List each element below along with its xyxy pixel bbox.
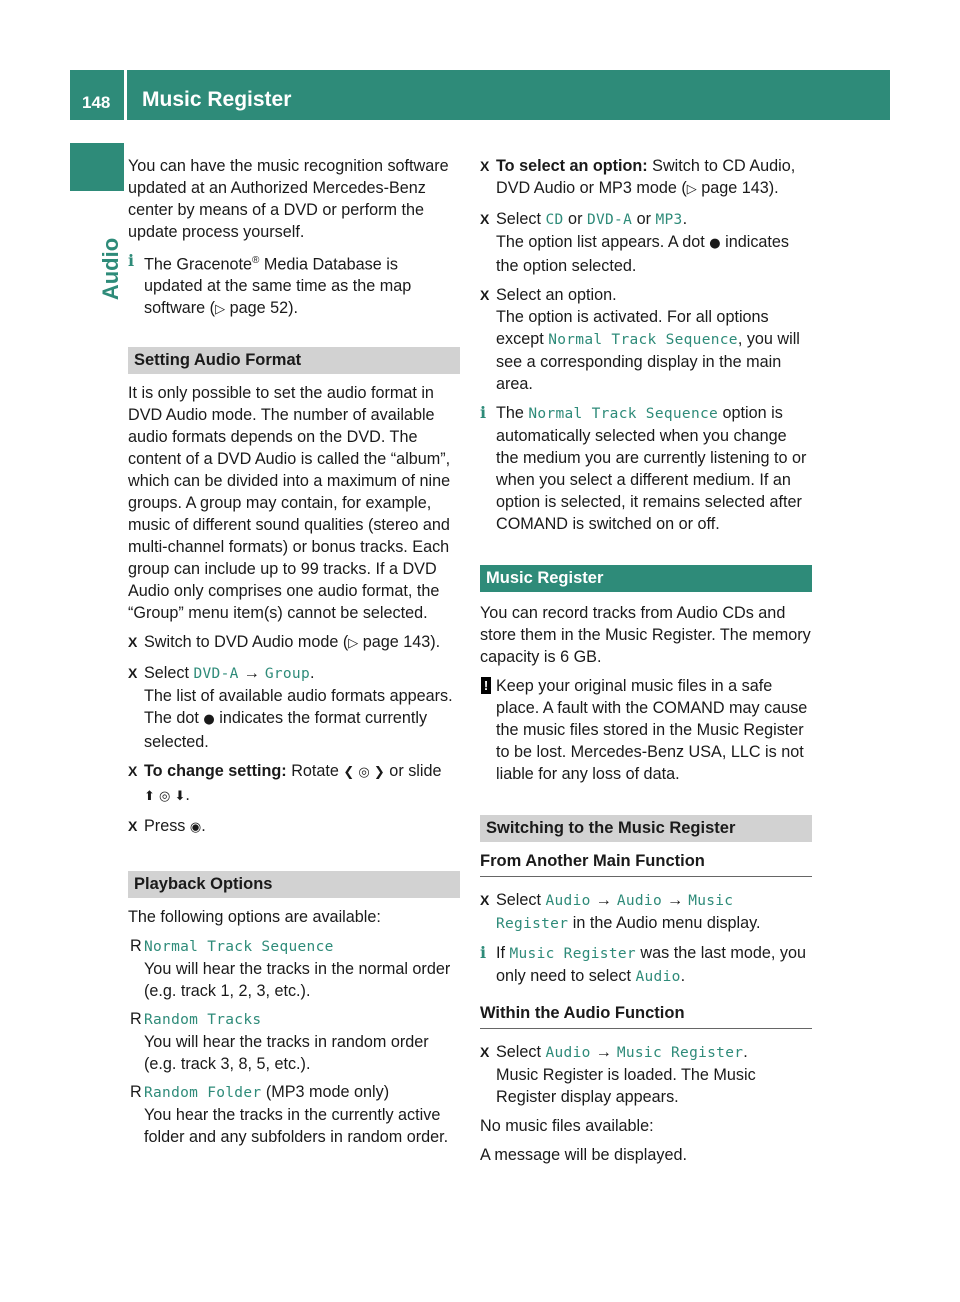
header-divider <box>124 70 127 120</box>
section-heading-setting-audio-format: Setting Audio Format <box>128 347 460 374</box>
step-select-an-option: X Select an option. The option is activated. For all options except Normal Track Sequence, you will see a corresponding display in the main area. <box>480 286 800 393</box>
no-files-text: No music files available: <box>480 1117 654 1135</box>
section-heading-playback-options: Playback Options <box>128 871 460 898</box>
dot-icon: ● <box>709 236 721 251</box>
option-normal-track-sequence: R Normal Track Sequence You will hear the tracks in the normal order (e.g. track 1, 2, 3, etc.). <box>130 937 451 1001</box>
step-select-group: X Select DVD-A → Group. The list of available audio formats appears. The dot ● indicates the format currently selected. <box>128 664 453 752</box>
right-column <box>480 155 812 1173</box>
bullet-icon: R <box>130 1010 142 1029</box>
menu-item-mp3: MP3 <box>655 212 683 228</box>
info-note-last-mode: i If Music Register was the last mode, you only need to select Audio. <box>480 943 806 985</box>
side-tab <box>70 143 124 191</box>
step-select-option-mode: X To select an option: Switch to CD Audio, DVD Audio or MP3 mode (▷ page 143). <box>480 157 796 197</box>
message-text: A message will be displayed. <box>480 1146 687 1164</box>
step-select-source: X Select CD or DVD-A or MP3. The option list appears. A dot ● indicates the option selected. <box>480 210 790 275</box>
warning-note: ! Keep your original music files in a safe place. A fault with the COMAND may cause the music files stored in the Music Register to be lost. Mercedes-Benz USA, LLC is not liable for any loss of data. <box>480 675 812 785</box>
bullet-icon: R <box>130 1083 142 1102</box>
dot-icon: ● <box>203 712 215 728</box>
arrow-icon: → <box>595 1043 612 1061</box>
step-select-audio-music-register: X Select Audio → Music Register. Music Register is loaded. The Music Register display appears. <box>480 1043 756 1106</box>
step-arrow-icon: X <box>480 158 490 174</box>
step-switch-dvd: X Switch to DVD Audio mode (▷ page 143). <box>128 633 441 652</box>
arrow-icon: → <box>667 891 684 909</box>
step-arrow-icon: X <box>128 763 138 780</box>
step-change-setting: X To change setting: Rotate ❮ ◎ ❯ or slide ⬆ ◎ ⬇. <box>128 762 442 805</box>
info-note: i The Gracenote® Media Database is updated at the same time as the map software (▷ page 52). <box>128 251 412 318</box>
step-arrow-icon: X <box>128 634 138 651</box>
press-controller-icon: ◉ <box>189 820 202 836</box>
step-select-music-register: X Select Audio → Audio → Music Register in the Audio menu display. <box>480 891 761 932</box>
option-random-tracks: R Random Tracks You will hear the tracks in random order (e.g. track 3, 8, 5, etc.). <box>130 1010 429 1074</box>
step-arrow-icon: X <box>128 665 138 682</box>
menu-item-group: Group <box>264 666 310 683</box>
step-arrow-icon: X <box>128 818 138 835</box>
music-register-body: You can record tracks from Audio CDs and store them in the Music Register. The memory capacity is 6 GB. <box>480 604 811 666</box>
section-heading-switching: Switching to the Music Register <box>480 815 812 842</box>
step-arrow-icon: X <box>480 211 490 227</box>
setting-body: It is only possible to set the audio format in DVD Audio mode. The number of available audio formats depends on the DVD. The content of a DVD Audio is called the “album”, which can be divided into a maximum of nine groups. A group may contain, for example, music of different sound qualities (stereo and multi-channel formats) or bonus tracks. Each group can include up to 99 tracks. If a DVD Audio only comprises one audio format, the “Group” menu item(s) cannot be selected. <box>128 384 451 623</box>
side-tab-label: Audio <box>98 237 123 301</box>
sub-heading-within: Within the Audio Function <box>480 1002 812 1029</box>
slide-controller-icon: ⬆ ◎ ⬇ <box>144 789 186 805</box>
step-arrow-icon: X <box>480 892 490 908</box>
info-icon: i <box>480 943 487 962</box>
info-note-normal-sequence: i The Normal Track Sequence option is automatically selected when you change the medium you are currently listening to or when you select a different medium. If an option is selected, it remains selected after COMAND is switched on or off. <box>480 403 807 533</box>
left-column <box>128 155 460 1154</box>
page-number: 148 <box>82 93 111 112</box>
menu-item-dvd-a: DVD-A <box>586 212 633 228</box>
section-heading-music-register: Music Register <box>480 565 812 592</box>
playback-intro: The following options are available: <box>128 908 381 927</box>
option-random-folder: R Random Folder (MP3 mode only) You hear the tracks in the currently active folder and any subfolders in random order. <box>130 1083 449 1147</box>
intro-paragraph: You can have the music recognition software updated at an Authorized Mercedes-Benz center by means of a DVD or perform the update process yourself. <box>128 157 449 241</box>
step-arrow-icon: X <box>480 287 490 303</box>
info-icon: i <box>480 403 487 422</box>
menu-item-dvd-a: DVD-A <box>193 666 239 683</box>
step-arrow-icon: X <box>480 1044 490 1060</box>
page-title: Music Register <box>142 88 292 111</box>
info-icon: i <box>128 251 135 270</box>
menu-item-cd: CD <box>545 212 564 228</box>
arrow-icon: → <box>243 664 260 683</box>
sub-heading-from-another: From Another Main Function <box>480 850 812 877</box>
step-press: X Press ◉. <box>128 817 206 836</box>
rotate-controller-icon: ❮ ◎ ❯ <box>343 765 385 781</box>
arrow-icon: → <box>595 891 612 909</box>
bullet-icon: R <box>130 937 142 956</box>
warning-icon: ! <box>481 677 491 694</box>
